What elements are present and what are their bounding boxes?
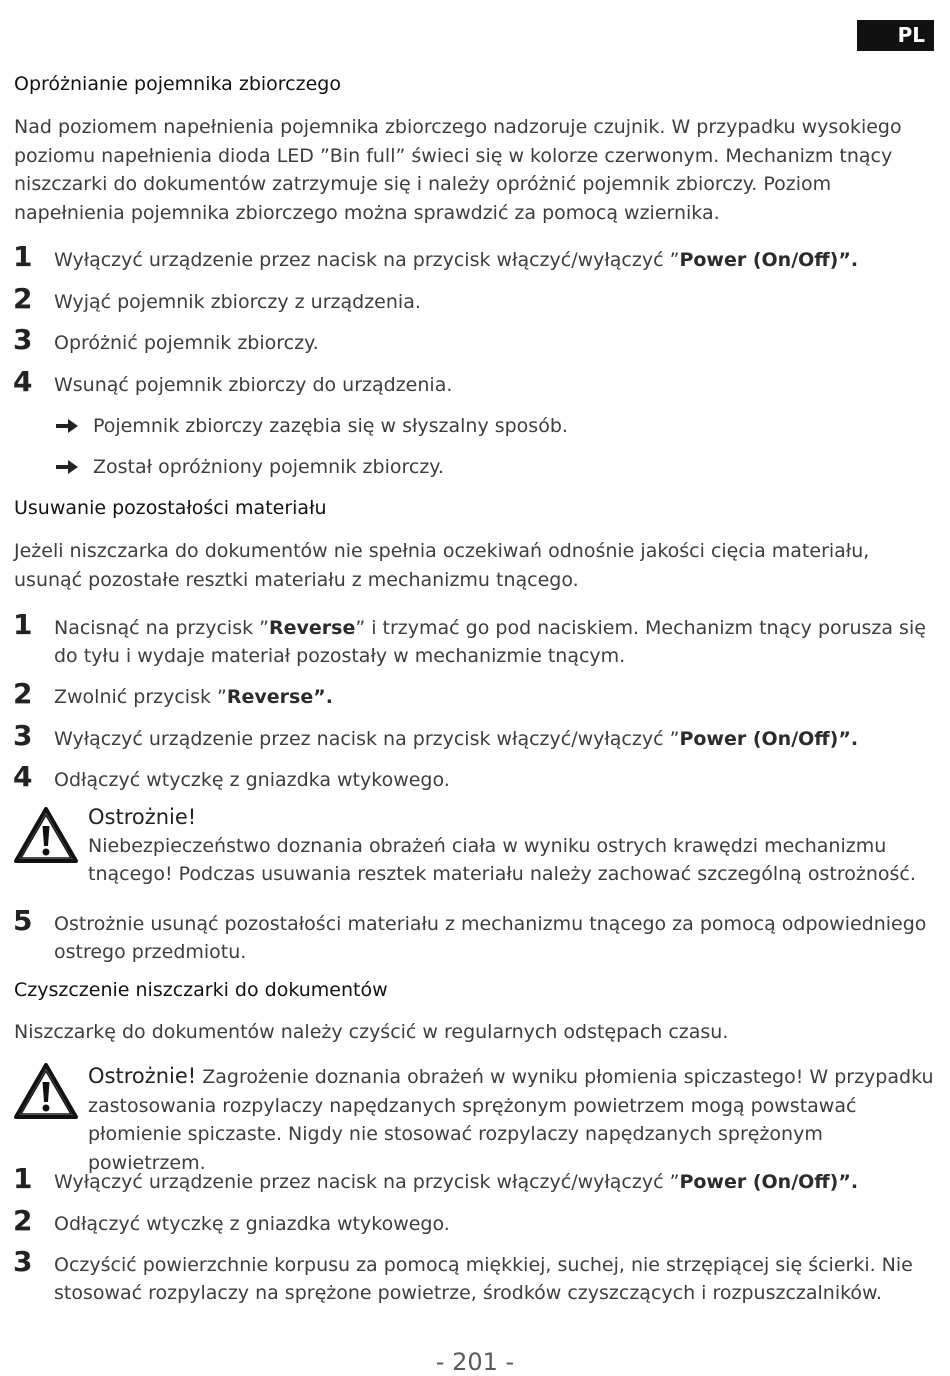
step-number: 3: [13, 1245, 33, 1278]
step-text: Wyjąć pojemnik zbiorczy z urządzenia.: [54, 291, 421, 313]
step-text: Odłączyć wtyczkę z gniazdka wtykowego.: [54, 769, 450, 791]
language-badge: PL: [857, 20, 934, 51]
step-text: Odłączyć wtyczkę z gniazdka wtykowego.: [54, 1213, 450, 1235]
step-text: Wyłączyć urządzenie przez nacisk na przycisk włączyć/wyłączyć ”Power (On/Off)”.: [54, 728, 859, 750]
step-number: 2: [13, 282, 33, 315]
step-number: 3: [13, 323, 33, 356]
page-number: - 201 -: [435, 1348, 515, 1376]
result-text: Został opróżniony pojemnik zbiorczy.: [93, 456, 444, 478]
step-text: Wsunąć pojemnik zbiorczy do urządzenia.: [54, 374, 453, 396]
step-number: 1: [13, 1162, 33, 1195]
step-number: 5: [13, 904, 33, 937]
step-number: 3: [13, 719, 33, 752]
step-text: Wyłączyć urządzenie przez nacisk na przycisk włączyć/wyłączyć ”Power (On/Off)”.: [54, 249, 859, 271]
warning-text: Niebezpieczeństwo doznania obrażeń ciała w wyniku ostrych krawędzi mechanizmu tnącego! Podczas usuwania resztek materiału należy zachować szczególną ostrożność.: [88, 834, 916, 885]
section-intro-emptying: Nad poziomem napełnienia pojemnika zbiorczego nadzoruje czujnik. W przypadku wysokiego poziomu napełnienia dioda LED ”Bin full” świeci się w kolorze czerwonym. Mechanizm tnący niszczarki do dokumentów zatrzymuje się i należy opróżnić pojemnik zbiorczy. Poziom napełnienia pojemnika zbiorczego można sprawdzić za pomocą wziernika.: [14, 116, 902, 224]
warning-title: Ostrożnie!: [88, 1064, 197, 1088]
warning-block: [88, 1062, 938, 1177]
step-text: Oczyścić powierzchnie korpusu za pomocą miękkiej, suchej, nie strzępiącej się ścierki. Nie stosować rozpylaczy na sprężone powietrze, środków czyszczących i rozpuszczalników.: [54, 1254, 913, 1304]
step-text: Wyłączyć urządzenie przez nacisk na przycisk włączyć/wyłączyć ”Power (On/Off)”.: [54, 1171, 859, 1193]
section-heading-cleaning: Czyszczenie niszczarki do dokumentów: [14, 979, 388, 1001]
result-text: Pojemnik zbiorczy zazębia się w słyszalny sposób.: [93, 415, 568, 437]
section-intro-residue: Jeżeli niszczarka do dokumentów nie spełnia oczekiwań odnośnie jakości cięcia materiału, usunąć pozostałe resztki materiału z mechanizmu tnącego.: [14, 540, 870, 591]
step-number: 2: [13, 677, 33, 710]
section-intro-cleaning: Niszczarkę do dokumentów należy czyścić w regularnych odstępach czasu.: [14, 1021, 729, 1043]
step-number: 1: [13, 240, 33, 273]
step-text: Opróżnić pojemnik zbiorczy.: [54, 332, 319, 354]
step-number: 2: [13, 1204, 33, 1237]
warning-block: [88, 803, 938, 889]
warning-text: Zagrożenie doznania obrażeń w wyniku płomienia spiczastego! W przypadku zastosowania rozpylaczy napędzanych sprężonym powietrzem mogą powstawać płomienie spiczaste. Nigdy nie stosować rozpylaczy napędzanych sprężonym powietrzem.: [88, 1066, 934, 1174]
step-number: 1: [13, 608, 33, 641]
warning-title: Ostrożnie!: [88, 805, 197, 829]
section-heading-emptying: Opróżnianie pojemnika zbiorczego: [14, 73, 341, 95]
warning-triangle-icon: [13, 806, 79, 864]
warning-triangle-icon: [13, 1062, 79, 1120]
step-number: 4: [13, 760, 33, 793]
step-text: Zwolnić przycisk ”Reverse”.: [54, 686, 333, 708]
arrow-right-icon: [54, 417, 80, 435]
step-text: Nacisnąć na przycisk ”Reverse” i trzymać go pod naciskiem. Mechanizm tnący porusza się do tyłu i wydaje materiał pozostały w mechanizmie tnącym.: [54, 617, 926, 667]
section-heading-residue: Usuwanie pozostałości materiału: [14, 497, 327, 519]
step-number: 4: [13, 365, 33, 398]
arrow-right-icon: [54, 458, 80, 476]
step-text: Ostrożnie usunąć pozostałości materiału z mechanizmu tnącego za pomocą odpowiedniego ostrego przedmiotu.: [54, 913, 927, 963]
